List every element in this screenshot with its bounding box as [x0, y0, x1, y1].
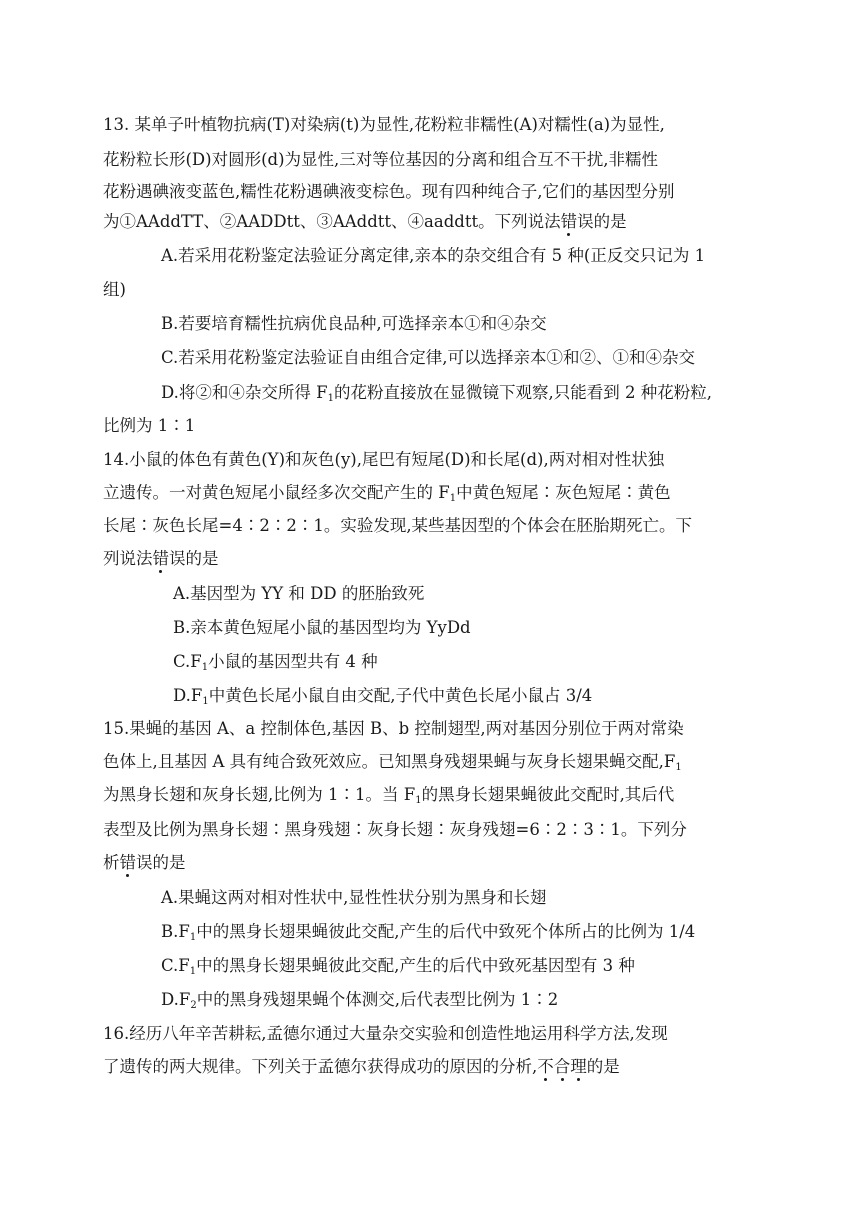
subscript: 2: [190, 1000, 197, 1011]
q15-stem-line-4: 表型及比例为黑身长翅∶黑身残翅∶灰身长翅∶灰身残翅=6∶2∶3∶1。下列分: [103, 820, 687, 839]
q15-stem-line-5: [103, 851, 186, 875]
q14-option-d-text-2: 中黄色长尾小鼠自由交配,子代中黄色长尾小鼠占 3/4: [208, 686, 593, 705]
subscript: 1: [675, 762, 682, 773]
q15-option-b: [161, 920, 695, 950]
q14-option-c-text: C.F: [173, 652, 202, 671]
emphasis-char: 不: [537, 1057, 554, 1076]
q14-option-a: A.基因型为 YY 和 DD 的胚胎致死: [173, 584, 425, 603]
emphasis-char: 错: [119, 853, 136, 872]
q15-stem-text: 色体上,且基因 A 具有纯合致死效应。已知黑身残翅果蝇与灰身长翅果蝇交配,F: [103, 752, 676, 771]
q13-option-d-cont: 比例为 1∶1: [103, 416, 196, 435]
q13-stem-line-4: [103, 210, 627, 234]
q13-stem-tail: 误的是: [577, 212, 627, 231]
q14-option-d: [173, 684, 592, 714]
q13-option-c: C.若采用花粉鉴定法验证自由组合定律,可以选择亲本①和②、①和④杂交: [161, 348, 696, 367]
q15-stem-line-2: [103, 750, 682, 780]
subscript: 1: [189, 966, 197, 977]
q14-option-b: B.亲本黄色短尾小鼠的基因型均为 YyDd: [173, 618, 471, 637]
q14-stem-line-3: 长尾∶灰色长尾=4∶2∶2∶1。实验发现,某些基因型的个体会在胚胎期死亡。下: [103, 516, 693, 535]
emphasis-char: 错: [152, 549, 169, 568]
q15-option-c: [161, 954, 635, 984]
subscript: 1: [327, 393, 334, 404]
q15-stem-tail: 误的是: [136, 853, 186, 872]
subscript: 1: [189, 932, 197, 943]
q14-stem-text: 立遗传。一对黄色短尾小鼠经多次交配产生的 F: [103, 483, 450, 502]
q14-stem-line-1: 14.小鼠的体色有黄色(Y)和灰色(y),尾巴有短尾(D)和长尾(d),两对相对性状独: [103, 450, 665, 469]
q15-option-d-text: D.F: [161, 990, 191, 1009]
q14-stem-tail: 误的是: [169, 549, 219, 568]
q14-option-c: [173, 650, 378, 680]
q16-stem-line-1: 16.经历八年辛苦耕耘,孟德尔通过大量杂交实验和创造性地运用科学方法,发现: [103, 1024, 668, 1043]
q15-option-d-text-2: 中的黑身残翅果蝇个体测交,后代表型比例为 1∶2: [196, 990, 559, 1009]
emphasis-char: 合: [553, 1057, 571, 1076]
q15-option-d: [161, 988, 558, 1018]
q13-stem-text: 为①AAddTT、②AADDtt、③AAddtt、④aaddtt。下列说法: [103, 212, 561, 231]
q14-stem-text-3: 列说法: [103, 549, 153, 568]
emphasis-char: 理: [570, 1057, 587, 1076]
q13-option-d: [161, 381, 712, 411]
q15-stem-line-3: [103, 783, 674, 813]
subscript: 1: [415, 795, 422, 806]
q15-stem-line-1: 15.果蝇的基因 A、a 控制体色,基因 B、b 控制翅型,两对基因分别位于两对常染: [103, 719, 684, 738]
q14-stem-line-2: [103, 481, 671, 511]
emphasis-char: 错: [560, 212, 578, 231]
q14-option-c-text-2: 小鼠的基因型共有 4 种: [208, 652, 378, 671]
q13-option-d-text: D.将②和④杂交所得 F: [161, 383, 328, 402]
q15-stem-text-4: 析: [103, 853, 120, 872]
q15-option-c-text-2: 中的黑身长翅果蝇彼此交配,产生的后代中致死基因型有 3 种: [196, 956, 635, 975]
q15-option-c-text: C.F: [161, 956, 190, 975]
q13-option-a: A.若采用花粉鉴定法验证分离定律,亲本的杂交组合有 5 种(正反交只记为 1: [161, 246, 706, 265]
subscript: 1: [202, 696, 209, 707]
subscript: 1: [449, 493, 457, 504]
q13-option-a-cont: 组): [103, 280, 126, 299]
q14-option-d-text: D.F: [173, 686, 203, 705]
q13-option-d-text-2: 的花粉直接放在显微镜下观察,只能看到 2 种花粉粒,: [333, 383, 712, 402]
q13-stem-line-2: 花粉粒长形(D)对圆形(d)为显性,三对等位基因的分离和组合互不干扰,非糯性: [103, 150, 659, 169]
q15-option-b-text-2: 中的黑身长翅果蝇彼此交配,产生的后代中致死个体所占的比例为 1/4: [196, 922, 696, 941]
q15-option-b-text: B.F: [161, 922, 190, 941]
q15-stem-text-3: 的黑身长翅果蝇彼此交配时,其后代: [421, 785, 675, 804]
q13-stem-line-3: 花粉遇碘液变蓝色,糯性花粉遇碘液变棕色。现有四种纯合子,它们的基因型分别: [103, 182, 675, 201]
q16-stem-tail: 的是: [586, 1057, 620, 1076]
q16-stem-line-2: [103, 1055, 620, 1079]
q15-stem-text-2: 为黑身长翅和灰身长翅,比例为 1∶1。当 F: [103, 785, 416, 804]
q14-stem-line-4: [103, 547, 219, 571]
q16-stem-text: 了遗传的两大规律。下列关于孟德尔获得成功的原因的分析,: [103, 1057, 538, 1076]
q13-option-b: B.若要培育糯性抗病优良品种,可选择亲本①和④杂交: [161, 314, 547, 333]
subscript: 1: [201, 662, 209, 673]
q15-option-a: A.果蝇这两对相对性状中,显性性状分别为黑身和长翅: [161, 888, 547, 907]
q13-stem-line-1: 13. 某单子叶植物抗病(T)对染病(t)为显性,花粉粒非糯性(A)对糯性(a)为显性,: [103, 115, 665, 134]
q14-stem-text-2: 中黄色短尾∶灰色短尾∶黄色: [456, 483, 671, 502]
